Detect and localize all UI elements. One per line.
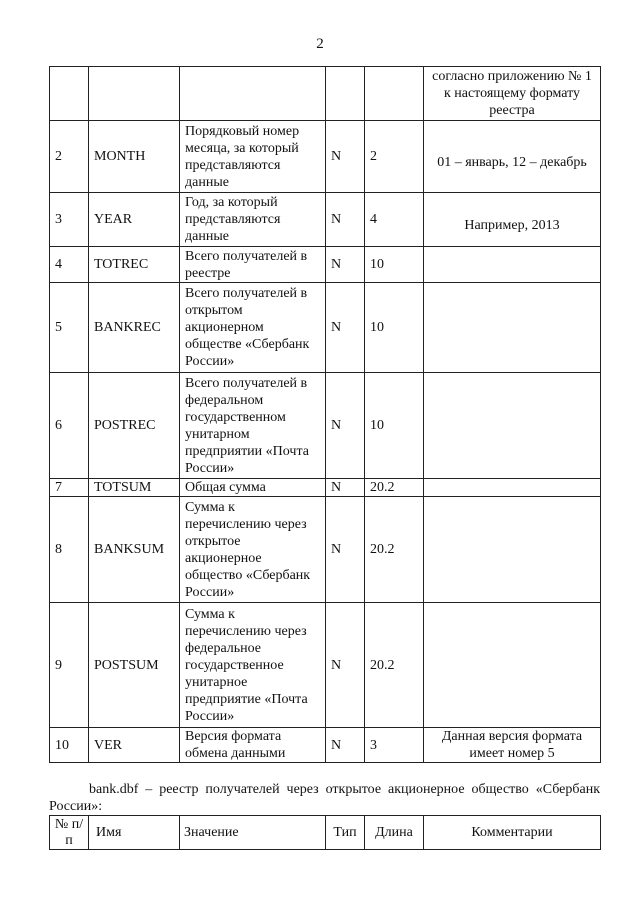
field-comment-cell (424, 283, 601, 373)
field-length-cell: 2 (365, 121, 424, 193)
field-length-cell: 10 (365, 283, 424, 373)
field-length-cell: 20.2 (365, 497, 424, 603)
field-comment-cell: 01 – январь, 12 – декабрь (424, 121, 601, 193)
header-cell-number: № п/п (50, 816, 89, 850)
row-number-cell: 8 (50, 497, 89, 603)
field-name-cell (89, 67, 180, 121)
field-comment-cell: согласно приложению № 1 к настоящему формату реестра (424, 67, 601, 121)
header-cell-type: Тип (326, 816, 365, 850)
field-description-cell: Год, за который представляются данные (180, 193, 326, 247)
field-name-cell: MONTH (89, 121, 180, 193)
row-number-cell (50, 67, 89, 121)
field-description-cell (180, 67, 326, 121)
table-row (50, 497, 601, 603)
field-type-cell: N (326, 283, 365, 373)
field-description-cell: Всего получателей в федеральном государственном унитарном предприятии «Почта России» (180, 373, 326, 479)
field-comment-cell: Например, 2013 (424, 193, 601, 247)
field-comment-cell (424, 497, 601, 603)
header-cell-name: Имя (89, 816, 180, 850)
header-cell-length: Длина (365, 816, 424, 850)
field-length-cell (365, 67, 424, 121)
field-length-cell: 20.2 (365, 479, 424, 497)
field-name-cell: YEAR (89, 193, 180, 247)
table-row (50, 283, 601, 373)
header-cell-comments: Комментарии (424, 816, 601, 850)
field-type-cell: N (326, 121, 365, 193)
field-type-cell: N (326, 479, 365, 497)
field-length-cell: 10 (365, 247, 424, 283)
row-number-cell: 3 (50, 193, 89, 247)
field-type-cell (326, 67, 365, 121)
field-length-cell: 3 (365, 728, 424, 763)
field-name-cell: TOTREC (89, 247, 180, 283)
field-type-cell: N (326, 497, 365, 603)
field-type-cell: N (326, 193, 365, 247)
page-number: 2 (316, 36, 324, 52)
table-row (50, 67, 601, 121)
field-type-cell: N (326, 373, 365, 479)
bank-dbf-intro-paragraph: bank.dbf – реестр получателей через открытое акционерное общество «Сбербанк России»: (49, 782, 600, 814)
table-row (50, 479, 601, 497)
field-type-cell: N (326, 603, 365, 728)
field-description-cell: Общая сумма (180, 479, 326, 497)
field-description-cell: Версия формата обмена данными (180, 728, 326, 763)
field-comment-cell (424, 247, 601, 283)
table-row (50, 247, 601, 283)
row-number-cell: 10 (50, 728, 89, 763)
field-comment-cell: Данная версия формата имеет номер 5 (424, 728, 601, 763)
field-name-cell: BANKREC (89, 283, 180, 373)
field-length-cell: 20.2 (365, 603, 424, 728)
row-number-cell: 4 (50, 247, 89, 283)
field-comment-cell (424, 479, 601, 497)
field-comment-cell (424, 603, 601, 728)
field-description-cell: Сумма к перечислению через открытое акционерное общество «Сбербанк России» (180, 497, 326, 603)
table-row (50, 193, 601, 247)
table-row (50, 121, 601, 193)
field-length-cell: 10 (365, 373, 424, 479)
field-description-cell: Всего получателей в реестре (180, 247, 326, 283)
field-name-cell: POSTSUM (89, 603, 180, 728)
field-name-cell: VER (89, 728, 180, 763)
field-description-cell: Сумма к перечислению через федеральное государственное унитарное предприятие «Почта России» (180, 603, 326, 728)
row-number-cell: 7 (50, 479, 89, 497)
table-header-row (50, 816, 601, 850)
header-cell-value: Значение (180, 816, 326, 850)
row-number-cell: 9 (50, 603, 89, 728)
field-name-cell: POSTREC (89, 373, 180, 479)
table-row (50, 728, 601, 763)
row-number-cell: 5 (50, 283, 89, 373)
field-description-cell: Всего получателей в открытом акционерном обществе «Сбербанк России» (180, 283, 326, 373)
bank-dbf-table (49, 815, 601, 850)
field-type-cell: N (326, 728, 365, 763)
field-comment-cell (424, 373, 601, 479)
field-spec-table (49, 66, 601, 763)
row-number-cell: 2 (50, 121, 89, 193)
field-type-cell: N (326, 247, 365, 283)
table-row (50, 603, 601, 728)
row-number-cell: 6 (50, 373, 89, 479)
field-name-cell: BANKSUM (89, 497, 180, 603)
field-length-cell: 4 (365, 193, 424, 247)
field-name-cell: TOTSUM (89, 479, 180, 497)
table-row (50, 373, 601, 479)
field-description-cell: Порядковый номер месяца, за который представляются данные (180, 121, 326, 193)
